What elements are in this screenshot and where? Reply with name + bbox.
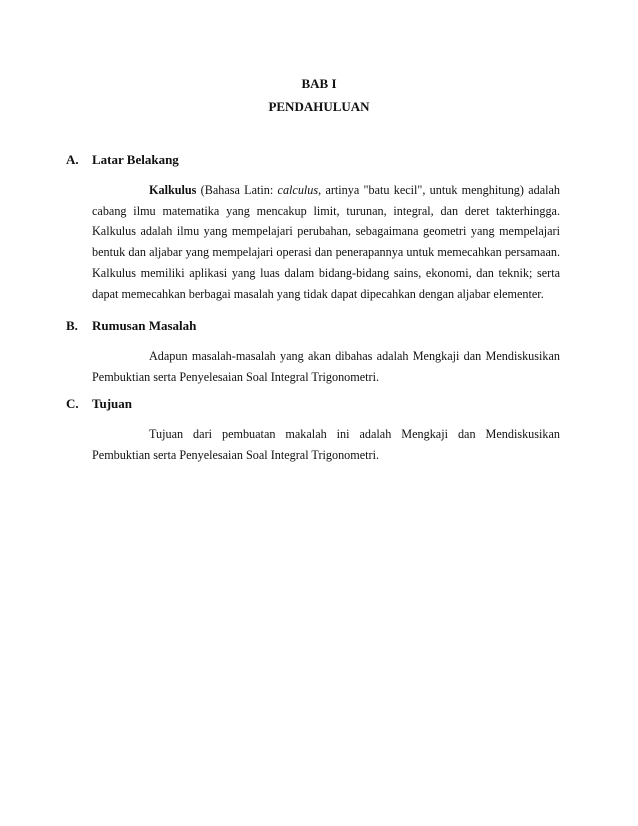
section-title: Tujuan — [92, 396, 132, 411]
section-title: Latar Belakang — [92, 152, 179, 167]
section-letter: B. — [66, 318, 78, 333]
chapter-number: BAB I — [301, 76, 337, 91]
paragraph-text: , artinya "batu kecil", untuk menghitung) adalah cabang ilmu matematika yang mencakup limit, turunan, integral, dan deret takterhingga. Kalkulus adalah ilmu yang mempelajari perubahan, sebagaimana geometri yang mempelajari bentuk dan aljabar yang mempelajari operasi dan penerapannya untuk memecahkan persamaan. Kalkulus memiliki aplikasi yang luas dalam bidang-bidang sains, ekonomi, dan teknik; serta dapat memecahkan berbagai masalah yang tidak dapat dipecahkan dengan aljabar elementer. — [92, 183, 560, 301]
paragraph-text: Adapun masalah-masalah yang akan dibahas adalah Mengkaji dan Mendiskusikan Pembuktian serta Penyelesaian Soal Integral Trigonometri. — [92, 349, 560, 384]
section-heading-rumusan-masalah — [66, 318, 196, 334]
paragraph-tujuan — [92, 424, 560, 465]
section-letter: A. — [66, 152, 79, 167]
paragraph-text: Tujuan dari pembuatan makalah ini adalah Mengkaji dan Mendiskusikan Pembuktian serta Penyelesaian Soal Integral Trigonometri. — [92, 427, 560, 462]
paragraph-text: (Bahasa Latin: — [196, 183, 278, 197]
term-kalkulus: Kalkulus — [149, 183, 197, 197]
chapter-title: PENDAHULUAN — [268, 99, 370, 114]
latin-term: calculus — [277, 183, 319, 197]
section-heading-tujuan — [66, 396, 132, 412]
section-letter: C. — [66, 396, 79, 411]
paragraph-latar-belakang — [92, 180, 560, 304]
section-heading-latar-belakang — [66, 152, 179, 168]
paragraph-rumusan-masalah — [92, 346, 560, 387]
section-title: Rumusan Masalah — [92, 318, 197, 333]
